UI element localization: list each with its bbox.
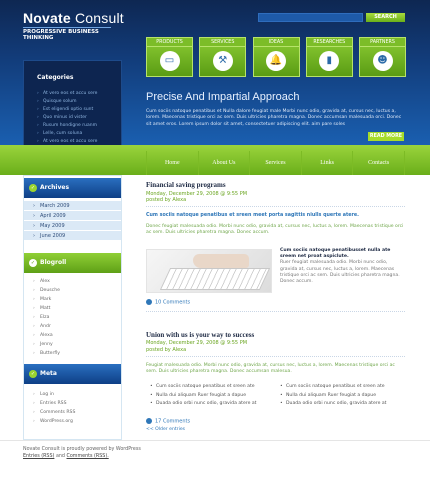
comments-link[interactable]: 10 Comments xyxy=(146,299,190,306)
blogroll-item[interactable]: › Matt xyxy=(24,304,121,313)
meta-item[interactable]: › Log in xyxy=(24,390,121,399)
comments-link[interactable]: 17 Comments xyxy=(146,418,190,425)
nav-about[interactable]: About Us xyxy=(199,151,251,175)
list-item: • Duada odio orbi nunc odio, gravida atere at xyxy=(280,400,405,409)
category-item[interactable]: › Quisque solum xyxy=(37,98,121,106)
tile-services[interactable] xyxy=(199,37,246,77)
tile-label: PRODUCTS xyxy=(147,38,192,47)
meta-item[interactable]: › Comments RSS xyxy=(24,408,121,417)
tile-partners[interactable] xyxy=(359,37,406,77)
archive-item[interactable]: › March 2009 xyxy=(24,201,121,211)
check-icon: ✓ xyxy=(30,260,36,266)
wrench-icon: ⚒ xyxy=(213,51,233,71)
monitor-icon: ▭ xyxy=(160,51,180,71)
blogroll-item[interactable]: › Alex xyxy=(24,277,121,286)
tile-products[interactable] xyxy=(146,37,193,77)
tile-label: IDEAS xyxy=(254,38,299,47)
bullet-list xyxy=(150,383,275,409)
feature-tiles xyxy=(146,37,406,79)
post-title[interactable]: Financial saving programs xyxy=(146,181,226,189)
list-item: • Cum sociis natoque penatibus et sreen ate xyxy=(150,383,275,392)
categories-title: Categories xyxy=(37,74,74,81)
post-image xyxy=(146,249,272,293)
meta-item[interactable]: › Entries RSS xyxy=(24,399,121,408)
blogroll-item[interactable]: › Deusche xyxy=(24,286,121,295)
category-item[interactable]: › Lelle, cum soluna xyxy=(37,130,121,138)
footer-credit: Novate Consult is proudly powered by WordPress xyxy=(23,447,141,452)
footer-and: and xyxy=(55,453,65,459)
footer xyxy=(23,447,173,460)
tile-researches[interactable] xyxy=(306,37,353,77)
archive-item[interactable]: › June 2009 xyxy=(24,231,121,241)
blogroll-item[interactable]: › Andr xyxy=(24,322,121,331)
site-tagline: PROGRESSIVE BUSINESS THINKING xyxy=(23,27,111,41)
list-item: • Nulla dui aliquam Ruer feugiat a dapue xyxy=(280,392,405,401)
site-logo[interactable]: Novate Consult xyxy=(23,10,124,26)
blogroll-item[interactable]: › Jenny xyxy=(24,340,121,349)
category-item[interactable]: › Est eligendi optio sunt xyxy=(37,106,121,114)
blogroll-heading: ✓ Blogroll xyxy=(24,253,121,273)
main-nav xyxy=(146,151,405,175)
nav-home[interactable]: Home xyxy=(146,151,199,175)
archive-item[interactable]: › May 2009 xyxy=(24,221,121,231)
post-date: Monday, December 29, 2008 @ 9:55 PM xyxy=(146,340,248,346)
list-item: • Nulla dui aliquam Ruer feugiat a dapue xyxy=(150,392,275,401)
search-input[interactable] xyxy=(258,13,363,22)
tile-label: PARTNERS xyxy=(360,38,405,47)
bar-chart-icon: ▮ xyxy=(319,51,339,71)
post-side-bold: Cum sociis natoque penatibusset nulla ate sreem net proat aspiclute. xyxy=(280,248,391,260)
comments-rss-link[interactable]: Comments (RSS). xyxy=(66,453,109,459)
post-divider xyxy=(146,206,405,207)
blogroll-item[interactable]: › Alexa xyxy=(24,331,121,340)
blogroll-item[interactable]: › Mark xyxy=(24,295,121,304)
category-item[interactable]: › Quo minus id vister xyxy=(37,114,121,122)
category-item[interactable]: › Rusum hondigne ruanm xyxy=(37,122,121,130)
tile-label: SERVICES xyxy=(200,38,245,47)
check-icon: ✓ xyxy=(30,185,36,191)
footer-divider xyxy=(0,440,430,441)
list-item: • Cum sociis natoque penatibus et sreen ate xyxy=(280,383,405,392)
tile-label: RESEARCHES xyxy=(307,38,352,47)
list-item: • Duada odio orbi nunc odio, gravida atere at xyxy=(150,400,275,409)
read-more-button[interactable]: READ MORE xyxy=(369,134,403,139)
hero-title: Precise And Impartial Approach xyxy=(146,91,300,103)
archives-heading: ✓ Archives xyxy=(24,178,121,198)
post-divider xyxy=(146,311,405,312)
post-author[interactable]: posted by Alexa xyxy=(146,197,187,203)
archive-item[interactable]: › April 2009 xyxy=(24,211,121,221)
post-lead: Cum sociis natoque penatibus et sreen meet porta sagittis niulls querte atere. xyxy=(146,213,359,218)
post-title[interactable]: Union with us is your way to success xyxy=(146,331,255,339)
meta-heading: ✓ Meta xyxy=(24,364,121,384)
comment-icon xyxy=(146,418,152,424)
check-icon: ✓ xyxy=(30,371,36,377)
post-author[interactable]: posted by Alexa xyxy=(146,347,187,353)
post-body: Feugiat malesuada odio. Morbi nunc odio, gravida at, cursus nec, luctus a, lorem. Maecenas tristique orci ac sem. Duis ultricies pharetra magna. Donec accumsan malesua. xyxy=(146,363,395,374)
nav-contacts[interactable]: Contacts xyxy=(353,151,405,175)
nav-services[interactable]: Services xyxy=(250,151,302,175)
blogroll-item[interactable]: › Elza xyxy=(24,313,121,322)
search-button[interactable]: SEARCH xyxy=(366,13,405,22)
category-item[interactable]: › At vero eos et accu sere xyxy=(37,138,121,146)
blogroll-item[interactable]: › Butterfly xyxy=(24,349,121,358)
meta-item[interactable]: › WordPress.org xyxy=(24,417,121,426)
post-side-text xyxy=(280,248,405,285)
post-divider xyxy=(146,356,405,357)
bullet-list xyxy=(280,383,405,409)
post-body: Donec feugiat malesuada odio. Morbi nunc odio, gravida at, cursus nec, luctus a, lorem. Maecenas tristique orci ac sem. Duis ultricies pharetra magna. Donec accum. xyxy=(146,224,404,235)
post-side-body: Ruer feugiat malesuada odio. Morbi nunc odio, gravida at, cursus nec, luctus a, lorem. Maecenas tristique orci ac sem. Duis ultricies pharetra magna. Donec accum. xyxy=(280,260,400,285)
hero-text: Cum sociis natoque penatibus et Nulla dalore feugiat male Morbi nunc odio, gravida at, cursus nec, luctus a, lorem. Maecenas tristique orci ac sem. Duis ultricies pharetra magna. Donec accumsan malesuada orci. Donec sit amet eros. Lorem ipsum dolor sit amet, consectetuer adipiscing elit. aim pare soles xyxy=(146,109,402,127)
post-date: Monday, December 29, 2008 @ 9:55 PM xyxy=(146,191,248,197)
category-item[interactable]: › At vero eos et accu sere xyxy=(37,90,121,98)
user-icon: ☻ xyxy=(373,51,393,71)
older-entries-link[interactable]: << Older entries xyxy=(146,427,186,432)
comment-icon xyxy=(146,299,152,305)
sidebar xyxy=(23,175,122,440)
bell-icon: 🔔 xyxy=(266,51,286,71)
tile-ideas[interactable] xyxy=(253,37,300,77)
entries-rss-link[interactable]: Entries (RSS) xyxy=(23,453,55,459)
nav-links[interactable]: Links xyxy=(302,151,354,175)
